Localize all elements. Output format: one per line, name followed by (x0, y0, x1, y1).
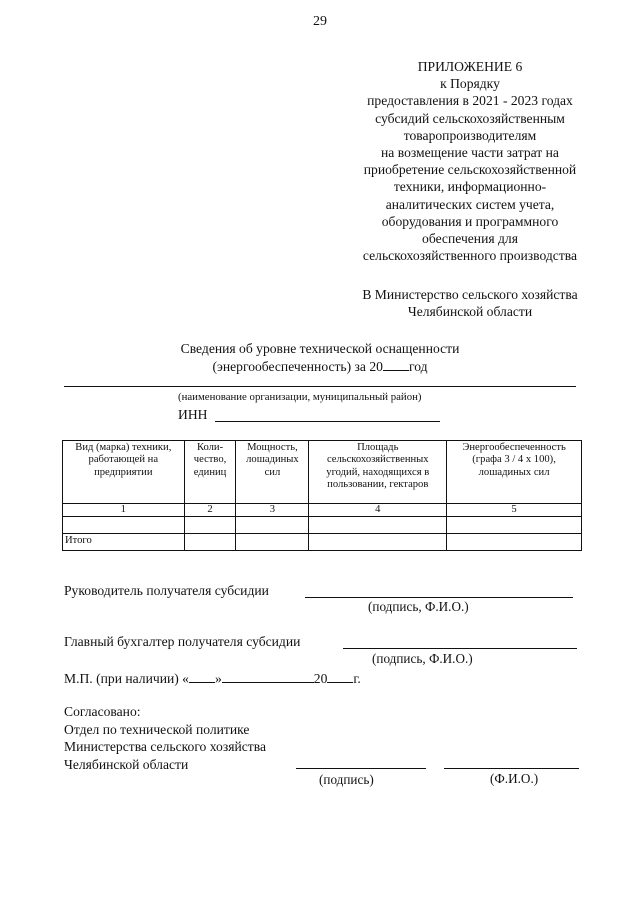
head-signature-caption: (подпись, Ф.И.О.) (368, 599, 469, 614)
header-quantity: Коли-чество, единиц (184, 441, 236, 504)
table-cell[interactable] (309, 517, 447, 534)
addressee-line: В Министерство сельского хозяйства (362, 287, 578, 302)
table-cell[interactable] (184, 517, 236, 534)
table-header-row (63, 441, 582, 504)
approval-block (64, 703, 266, 773)
appendix-line: предоставления в 2021 - 2023 годах (367, 93, 573, 109)
table-total-row (63, 534, 582, 551)
accountant-signature-caption: (подпись, Ф.И.О.) (372, 651, 473, 666)
inn-label: ИНН (178, 407, 208, 422)
column-number: 5 (447, 504, 582, 517)
total-label: Итого (63, 534, 185, 551)
table-cell[interactable] (447, 534, 582, 551)
appendix-line: приобретение сельскохозяйственной (363, 162, 577, 178)
table-cell[interactable] (63, 517, 185, 534)
approval-signature-caption: (подпись) (319, 772, 374, 787)
appendix-line: техники, информационно- (393, 179, 547, 195)
approval-line: Челябинской области (64, 756, 189, 772)
month-blank[interactable] (222, 670, 314, 683)
table-cell[interactable] (447, 517, 582, 534)
approval-line: Согласовано: (64, 704, 141, 719)
title-year-suffix: год (408, 359, 428, 374)
approval-name-line[interactable] (444, 768, 579, 769)
head-signature-label: Руководитель получателя субсидии (64, 583, 269, 598)
appendix-line: аналитических систем учета, (385, 196, 555, 212)
head-signature-line[interactable] (305, 597, 573, 598)
header-area: Площадь сельскохозяйственных угодий, находящихся в пользовании, гектаров (309, 441, 447, 504)
table-cell[interactable] (236, 517, 309, 534)
title-year-prefix: (энергообеспеченность) за 20 (212, 359, 383, 374)
column-number: 1 (63, 504, 185, 517)
organization-caption: (наименование организации, муниципальный район) (178, 391, 422, 403)
organization-name-line[interactable] (64, 386, 576, 387)
approval-line: Отдел по технической политике (64, 721, 250, 737)
title-line-year (130, 358, 510, 376)
approval-name-caption: (Ф.И.О.) (490, 771, 539, 786)
appendix-line: к Порядку (440, 76, 500, 92)
equipment-table (62, 440, 582, 551)
column-number: 4 (309, 504, 447, 517)
column-number: 3 (236, 504, 309, 517)
year-blank[interactable] (383, 358, 409, 371)
table-cell[interactable] (236, 534, 309, 551)
appendix-line: на возмещение части затрат на (381, 145, 559, 161)
header-energy-supply: Энергообеспеченность (графа 3 / 4 х 100), лошадиных сил (447, 441, 582, 504)
addressee (330, 286, 610, 320)
table-column-numbers (63, 504, 582, 517)
stamp-mid: » (214, 671, 222, 686)
stamp-year-prefix: 20 (313, 671, 328, 686)
document-title (130, 340, 510, 376)
stamp-suffix: г. (353, 671, 361, 686)
stamp-prefix: М.П. (при наличии) « (64, 671, 189, 686)
header-equipment-type: Вид (марка) техники, работающей на предприятии (63, 441, 185, 504)
accountant-signature-line[interactable] (343, 648, 577, 649)
appendix-line: обеспечения для (422, 231, 518, 247)
stamp-year-blank[interactable] (327, 670, 353, 683)
appendix-line: ПРИЛОЖЕНИЕ 6 (417, 59, 523, 74)
accountant-signature-label: Главный бухгалтер получателя субсидии (64, 634, 301, 649)
appendix-line: оборудования и программного (381, 213, 559, 229)
stamp-date-line (64, 670, 361, 687)
page-number: 29 (313, 14, 327, 29)
approval-signature-line[interactable] (296, 768, 426, 769)
addressee-line: Челябинской области (407, 304, 533, 319)
appendix-line: сельскохозяйственного производства (362, 248, 578, 264)
table-cell[interactable] (309, 534, 447, 551)
table-row (63, 517, 582, 534)
title-line: Сведения об уровне технической оснащенности (180, 341, 460, 356)
appendix-line: товаропроизводителям (403, 127, 537, 143)
appendix-line: субсидий сельскохозяйственным (375, 110, 565, 126)
header-power: Мощность, лошадиных сил (236, 441, 309, 504)
table-cell[interactable] (184, 534, 236, 551)
column-number: 2 (184, 504, 236, 517)
appendix-header (340, 58, 600, 264)
day-blank[interactable] (189, 670, 215, 683)
approval-line: Министерства сельского хозяйства (64, 739, 266, 755)
inn-line[interactable] (215, 421, 440, 422)
